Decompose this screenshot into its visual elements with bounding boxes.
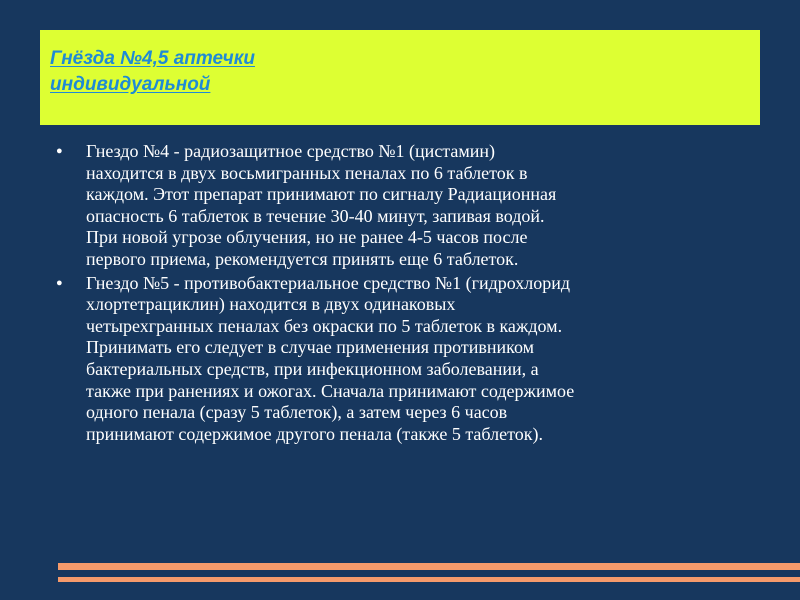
slide-body	[56, 141, 766, 447]
bullet-line: Гнездо №5 - противобактериальное средство №1 (гидрохлорид	[86, 272, 571, 293]
bullet-item-nest-5	[56, 273, 766, 446]
bullet-line: бактериальных средств, при инфекционном заболевании, а	[86, 358, 539, 379]
bullet-line: При новой угрозе облучения, но не ранее 4-5 часов после	[86, 227, 528, 248]
bullet-icon: ●	[56, 145, 63, 157]
bullet-icon: ●	[56, 276, 63, 289]
bullet-line: также при ранениях и ожогах. Сначала принимают содержимое	[86, 380, 575, 401]
bullet-line: принимают содержимое другого пенала (также 5 таблеток).	[86, 423, 543, 444]
title-box	[40, 30, 760, 125]
bullet-line: опасность 6 таблеток в течение 30-40 минут, запивая водой.	[86, 205, 545, 226]
slide-title-line-2: индивидуальной	[50, 74, 211, 95]
bullet-line: Гнездо №4 - радиозащитное средство №1 (цистамин)	[86, 141, 496, 161]
bullet-item-nest-4	[56, 141, 766, 271]
bullet-line: одного пенала (сразу 5 таблеток), а затем через 6 часов	[86, 402, 508, 423]
bullet-line: хлортетрациклин) находится в двух одинаковых	[86, 294, 456, 315]
decorative-stripe-top	[58, 563, 800, 570]
bullet-line: Принимать его следует в случае применения противником	[86, 337, 535, 358]
decorative-stripe-bottom	[58, 577, 800, 582]
bullet-line: первого приема, рекомендуется принять еще 6 таблеток.	[86, 248, 519, 269]
bullet-line: каждом. Этот препарат принимают по сигналу Радиационная	[86, 184, 557, 205]
bullet-line: находится в двух восьмигранных пеналах по 6 таблеток в	[86, 162, 528, 183]
slide-title-line-1: Гнёзда №4,5 аптечки	[50, 48, 255, 69]
bullet-line: четырехгранных пеналах без окраски по 5 таблеток в каждом.	[86, 315, 563, 336]
